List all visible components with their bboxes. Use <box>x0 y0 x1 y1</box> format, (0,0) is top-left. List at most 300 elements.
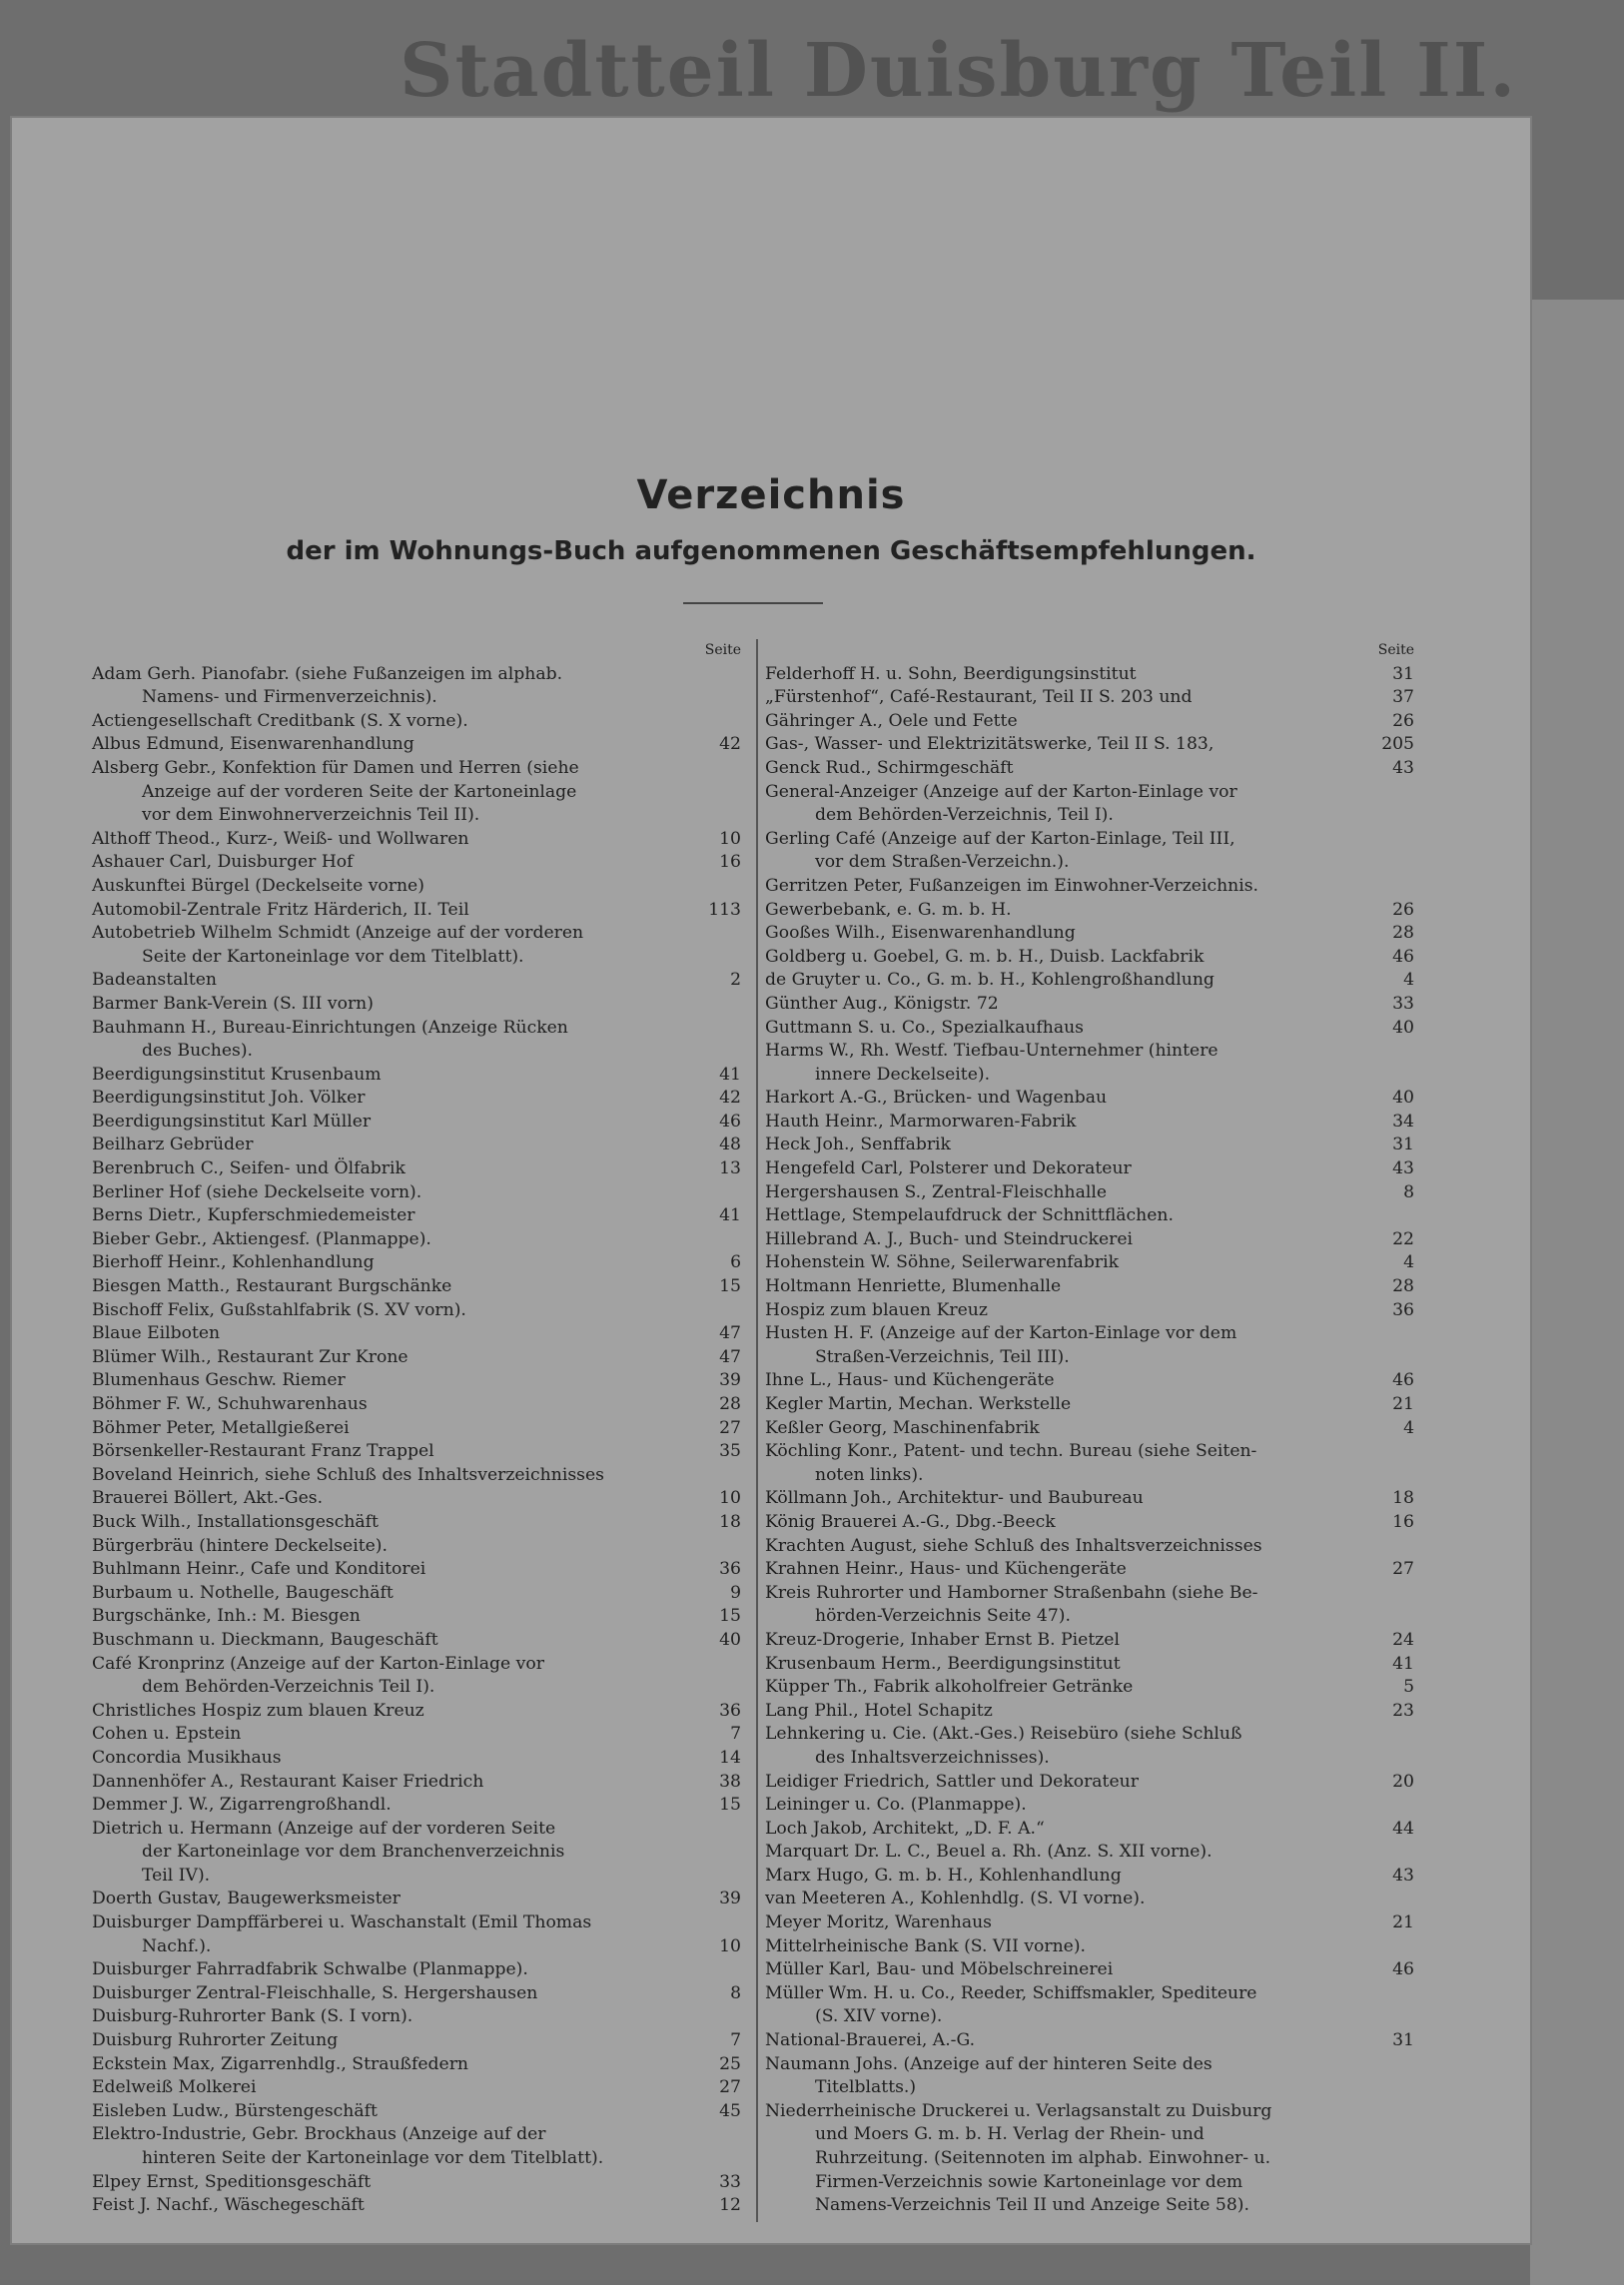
index-entry-continuation <box>765 2123 1414 2147</box>
entry-text: Hospiz zum blauen Kreuz <box>765 1299 988 1320</box>
index-entry <box>92 2005 741 2029</box>
index-entry-continuation <box>92 781 741 805</box>
entry-text: innere Deckelseite). <box>815 1064 991 1085</box>
entry-text: Bieber Gebr., Aktiengesf. (Planmappe). <box>92 1228 431 1249</box>
entry-page-number: 5 <box>1403 1677 1414 1698</box>
entry-page-number: 24 <box>1392 1629 1414 1650</box>
entry-page-number: 35 <box>719 1441 741 1462</box>
index-entry <box>765 1629 1414 1653</box>
entry-text: Burbaum u. Nothelle, Baugeschäft <box>92 1582 394 1603</box>
index-entry-continuation <box>92 804 741 828</box>
entry-page-number: 13 <box>719 1158 741 1179</box>
entry-page-number: 18 <box>1392 1488 1414 1509</box>
index-entry <box>92 899 741 923</box>
index-entry <box>92 1369 741 1393</box>
entry-text: noten links). <box>815 1464 924 1485</box>
entry-page-number: 2 <box>730 970 741 991</box>
index-entry <box>765 1958 1414 1982</box>
index-entry <box>92 1487 741 1511</box>
index-entry <box>92 851 741 875</box>
entry-page-number: 4 <box>1403 970 1414 991</box>
seite-header-left: Seite <box>704 642 741 658</box>
entry-text: Elpey Ernst, Speditionsgeschäft <box>92 2171 372 2192</box>
index-entry <box>765 781 1414 805</box>
entry-text: Börsenkeller-Restaurant Franz Trappel <box>92 1441 434 1462</box>
index-entry <box>765 1040 1414 1064</box>
index-entry <box>92 1464 741 1488</box>
index-entry-continuation <box>765 804 1414 828</box>
entry-text: hörden-Verzeichnis Seite 47). <box>815 1606 1071 1627</box>
index-entry-continuation <box>765 2171 1414 2195</box>
index-entry <box>92 1958 741 1982</box>
index-entry <box>92 1982 741 2006</box>
entry-text: Buck Wilh., Installationsgeschäft <box>92 1511 379 1532</box>
entry-page-number: 15 <box>719 1276 741 1297</box>
entry-text: Harkort A.-G., Brücken- und Wagenbau <box>765 1088 1108 1109</box>
entry-text: vor dem Straßen-Verzeichn.). <box>815 852 1070 873</box>
index-entry <box>765 1723 1414 1747</box>
entry-text: Gerritzen Peter, Fußanzeigen im Einwohner-Verzeichnis. <box>765 875 1259 896</box>
entry-page-number: 4 <box>1403 1417 1414 1438</box>
index-entry <box>92 969 741 993</box>
entry-text: Müller Karl, Bau- und Möbelschreinerei <box>765 1959 1114 1980</box>
entry-text: Nachf.). <box>142 1935 212 1956</box>
entry-page-number: 113 <box>708 899 741 920</box>
entry-text: der Kartoneinlage vor dem Branchenverzeichnis <box>142 1842 565 1863</box>
entry-page-number: 36 <box>719 1700 741 1721</box>
index-entry <box>765 1487 1414 1511</box>
entry-text: Burgschänke, Inh.: M. Biesgen <box>92 1606 361 1627</box>
index-entry <box>92 1017 741 1041</box>
entry-text: Duisburger Dampffärberei u. Waschanstalt (Emil Thomas <box>92 1912 592 1933</box>
entry-page-number: 26 <box>1392 710 1414 731</box>
entry-text: Hettlage, Stempelaufdruck der Schnittflächen. <box>765 1205 1174 1226</box>
entry-page-number: 41 <box>1392 1653 1414 1674</box>
index-entry <box>92 875 741 899</box>
index-entry <box>92 1911 741 1935</box>
index-entry <box>92 1111 741 1135</box>
entry-text: Demmer J. W., Zigarrengroßhandl. <box>92 1795 392 1816</box>
index-entry <box>765 1417 1414 1441</box>
entry-text: hinteren Seite der Kartoneinlage vor dem Titelblatt). <box>142 2148 604 2168</box>
index-entry <box>92 2100 741 2124</box>
index-entry <box>92 1275 741 1299</box>
entry-text: National-Brauerei, A.-G. <box>765 2030 976 2051</box>
index-entry <box>92 1346 741 1370</box>
entry-page-number: 43 <box>1392 757 1414 778</box>
entry-text: Eckstein Max, Zigarrenhdlg., Straußfedern <box>92 2053 468 2074</box>
index-entry-continuation <box>92 1865 741 1889</box>
entry-text: Guttmann S. u. Co., Spezialkaufhaus <box>765 1017 1084 1038</box>
entry-text: Beerdigungsinstitut Joh. Völker <box>92 1088 366 1109</box>
entry-page-number: 44 <box>1392 1818 1414 1839</box>
entry-text: dem Behörden-Verzeichnis, Teil I). <box>815 805 1114 826</box>
entry-text: Gas-, Wasser- und Elektrizitätswerke, Teil II S. 183, <box>765 734 1215 755</box>
entry-text: Concordia Musikhaus <box>92 1747 282 1768</box>
index-entry <box>765 1794 1414 1818</box>
entry-text: vor dem Einwohnerverzeichnis Teil II). <box>142 805 480 826</box>
entry-text: Gähringer A., Oele und Fette <box>765 710 1018 731</box>
entry-text: Brauerei Böllert, Akt.-Ges. <box>92 1488 324 1509</box>
entry-page-number: 47 <box>719 1323 741 1344</box>
index-entry <box>765 1228 1414 1252</box>
entry-page-number: 18 <box>719 1511 741 1532</box>
entry-text: Günther Aug., Königstr. 72 <box>765 993 999 1014</box>
entry-text: Blumenhaus Geschw. Riemer <box>92 1370 346 1391</box>
entry-text: Autobetrieb Wilhelm Schmidt (Anzeige auf der vorderen <box>92 923 584 944</box>
entry-page-number: 21 <box>1392 1912 1414 1933</box>
index-entry <box>92 1723 741 1747</box>
entry-text: Albus Edmund, Eisenwarenhandlung <box>92 734 414 755</box>
entry-text: Dietrich u. Hermann (Anzeige auf der vorderen Seite <box>92 1818 556 1839</box>
index-entry <box>765 1511 1414 1535</box>
entry-text: Marquart Dr. L. C., Beuel a. Rh. (Anz. S. XII vorne). <box>765 1842 1213 1863</box>
index-entry <box>92 1251 741 1275</box>
index-entry-continuation <box>92 946 741 970</box>
index-entry <box>92 757 741 781</box>
index-entry <box>765 1558 1414 1582</box>
entry-page-number: 16 <box>719 852 741 873</box>
entry-page-number: 40 <box>1392 1017 1414 1038</box>
entry-text: Boveland Heinrich, siehe Schluß des Inhaltsverzeichnisses <box>92 1464 604 1485</box>
index-entry <box>92 2194 741 2218</box>
entry-page-number: 7 <box>730 2030 741 2051</box>
index-entry <box>765 1157 1414 1181</box>
index-entry <box>765 1700 1414 1724</box>
entry-page-number: 7 <box>730 1724 741 1745</box>
entry-page-number: 46 <box>719 1111 741 1132</box>
entry-text: Felderhoff H. u. Sohn, Beerdigungsinstitut <box>765 663 1137 684</box>
entry-text: Böhmer F. W., Schuhwarenhaus <box>92 1394 368 1414</box>
entry-text: (S. XIV vorne). <box>815 2006 943 2027</box>
index-entry-continuation <box>765 1747 1414 1771</box>
entry-text: Marx Hugo, G. m. b. H., Kohlenhandlung <box>765 1865 1122 1886</box>
entry-text: Beerdigungsinstitut Karl Müller <box>92 1111 372 1132</box>
entry-page-number: 37 <box>1392 687 1414 708</box>
index-entry <box>765 1676 1414 1700</box>
entry-text: Feist J. Nachf., Wäschegeschäft <box>92 2195 365 2216</box>
entry-text: des Inhaltsverzeichnisses). <box>815 1747 1050 1768</box>
entry-page-number: 39 <box>719 1889 741 1909</box>
entry-page-number: 15 <box>719 1606 741 1627</box>
entry-text: Barmer Bank-Verein (S. III vorn) <box>92 993 374 1014</box>
entry-text: Eisleben Ludw., Bürstengeschäft <box>92 2100 378 2121</box>
entry-page-number: 10 <box>719 1488 741 1509</box>
entry-text: Edelweiß Molkerei <box>92 2077 257 2098</box>
entry-text: Bierhoff Heinr., Kohlenhandlung <box>92 1252 375 1273</box>
entry-text: Gerling Café (Anzeige auf der Karton-Einlage, Teil III, <box>765 828 1235 849</box>
document-page <box>12 118 1530 2243</box>
entry-text: Harms W., Rh. Westf. Tiefbau-Unternehmer (hintere <box>765 1041 1218 1062</box>
entry-text: König Brauerei A.-G., Dbg.-Beeck <box>765 1511 1056 1532</box>
entry-text: Lehnkering u. Cie. (Akt.-Ges.) Reisebüro (siehe Schluß <box>765 1724 1242 1745</box>
entry-text: Kegler Martin, Mechan. Werkstelle <box>765 1394 1072 1414</box>
entry-text: Lang Phil., Hotel Schapitz <box>765 1700 993 1721</box>
entry-text: Leidiger Friedrich, Sattler und Dekorateur <box>765 1771 1139 1792</box>
index-entry <box>765 1017 1414 1041</box>
entry-text: Hengefeld Carl, Polsterer und Dekorateur <box>765 1158 1132 1179</box>
entry-page-number: 43 <box>1392 1865 1414 1886</box>
entry-text: Kreuz-Drogerie, Inhaber Ernst B. Pietzel <box>765 1629 1120 1650</box>
entry-text: Duisburg-Ruhrorter Bank (S. I vorn). <box>92 2006 413 2027</box>
index-entry <box>765 733 1414 757</box>
index-entry-continuation <box>765 2147 1414 2171</box>
entry-text: Köchling Konr., Patent- und techn. Bureau (siehe Seiten- <box>765 1441 1257 1462</box>
entry-text: Naumann Johs. (Anzeige auf der hinteren Seite des <box>765 2053 1213 2074</box>
entry-text: Actiengesellschaft Creditbank (S. X vorne). <box>92 710 468 731</box>
entry-text: Keßler Georg, Maschinenfabrik <box>765 1417 1040 1438</box>
entry-text: Titelblatts.) <box>815 2077 917 2098</box>
entry-page-number: 10 <box>719 1935 741 1956</box>
entry-page-number: 27 <box>1392 1559 1414 1580</box>
entry-text: Krachten August, siehe Schluß des Inhaltsverzeichnisses <box>765 1535 1262 1556</box>
entry-page-number: 42 <box>719 1088 741 1109</box>
page-subtitle: der im Wohnungs-Buch aufgenommenen Geschäftsempfehlungen. <box>286 536 1256 566</box>
entry-text: Holtmann Henriette, Blumenhalle <box>765 1276 1062 1297</box>
entry-page-number: 46 <box>1392 946 1414 967</box>
entry-text: Automobil-Zentrale Fritz Härderich, II. Teil <box>92 899 469 920</box>
entry-text: Loch Jakob, Architekt, „D. F. A.“ <box>765 1818 1045 1839</box>
index-entry <box>92 1134 741 1157</box>
entry-page-number: 25 <box>719 2053 741 2074</box>
index-entry <box>765 2053 1414 2077</box>
entry-text: Kreis Ruhrorter und Hamborner Straßenbahn (siehe Be- <box>765 1582 1258 1603</box>
index-entry-continuation <box>765 1605 1414 1629</box>
entry-text: Goldberg u. Goebel, G. m. b. H., Duisb. Lackfabrik <box>765 946 1205 967</box>
index-entry <box>765 1535 1414 1559</box>
entry-text: Duisburger Fahrradfabrik Schwalbe (Planmappe). <box>92 1959 528 1980</box>
index-entry <box>765 828 1414 852</box>
entry-page-number: 40 <box>1392 1088 1414 1109</box>
entry-page-number: 38 <box>719 1771 741 1792</box>
entry-page-number: 27 <box>719 2077 741 2098</box>
entry-page-number: 4 <box>1403 1252 1414 1273</box>
index-entry-continuation <box>765 2005 1414 2029</box>
index-entry <box>92 1605 741 1629</box>
index-entry <box>92 1228 741 1252</box>
entry-page-number: 48 <box>719 1135 741 1155</box>
index-entry <box>92 733 741 757</box>
entry-text: Seite der Kartoneinlage vor dem Titelblatt). <box>142 946 524 967</box>
index-entry-continuation <box>92 1040 741 1064</box>
index-entry <box>92 1535 741 1559</box>
entry-text: Hauth Heinr., Marmorwaren-Fabrik <box>765 1111 1077 1132</box>
index-entry <box>765 1275 1414 1299</box>
index-entry-continuation <box>92 1841 741 1865</box>
index-entry <box>92 2171 741 2195</box>
entry-text: Ihne L., Haus- und Küchengeräte <box>765 1370 1055 1391</box>
index-entry <box>92 1511 741 1535</box>
index-entry <box>92 1794 741 1818</box>
index-entry <box>765 1841 1414 1865</box>
entry-text: dem Behörden-Verzeichnis Teil I). <box>142 1677 435 1698</box>
entry-page-number: 41 <box>719 1064 741 1085</box>
index-entry <box>765 710 1414 734</box>
index-entry <box>92 922 741 946</box>
entry-page-number: 45 <box>719 2100 741 2121</box>
entry-text: Christliches Hospiz zum blauen Kreuz <box>92 1700 424 1721</box>
entry-text: Bürgerbräu (hintere Deckelseite). <box>92 1535 388 1556</box>
entry-text: Leininger u. Co. (Planmappe). <box>765 1795 1027 1816</box>
entry-text: Böhmer Peter, Metallgießerei <box>92 1417 350 1438</box>
entry-page-number: 47 <box>719 1346 741 1367</box>
index-entry-continuation <box>92 686 741 710</box>
entry-text: Straßen-Verzeichnis, Teil III). <box>815 1346 1070 1367</box>
index-entry <box>92 1700 741 1724</box>
entry-text: Gewerbebank, e. G. m. b. H. <box>765 899 1012 920</box>
entry-page-number: 16 <box>1392 1511 1414 1532</box>
entry-page-number: 34 <box>1392 1111 1414 1132</box>
entry-page-number: 36 <box>1392 1299 1414 1320</box>
entry-text: Krahnen Heinr., Haus- und Küchengeräte <box>765 1559 1127 1580</box>
index-entry <box>765 993 1414 1017</box>
entry-text: Blaue Eilboten <box>92 1323 221 1344</box>
index-entry <box>765 1935 1414 1959</box>
index-entry <box>92 1299 741 1323</box>
index-entry-continuation <box>765 2194 1414 2218</box>
entry-text: Namens-Verzeichnis Teil II und Anzeige Seite 58). <box>815 2195 1249 2216</box>
index-entry <box>92 1629 741 1653</box>
entry-text: Doerth Gustav, Baugewerksmeister <box>92 1889 401 1909</box>
entry-text: Buschmann u. Dieckmann, Baugeschäft <box>92 1629 438 1650</box>
entry-text: Anzeige auf der vorderen Seite der Kartoneinlage <box>142 781 577 802</box>
index-entry <box>765 1911 1414 1935</box>
index-entry-continuation <box>92 1935 741 1959</box>
entry-text: Hillebrand A. J., Buch- und Steindruckerei <box>765 1228 1134 1249</box>
entry-page-number: 10 <box>719 828 741 849</box>
page-title: Verzeichnis <box>636 472 906 518</box>
entry-text: Alsberg Gebr., Konfektion für Damen und Herren (siehe <box>92 757 579 778</box>
index-entry <box>765 1134 1414 1157</box>
entry-page-number: 28 <box>719 1394 741 1414</box>
entry-text: Berns Dietr., Kupferschmiedemeister <box>92 1205 415 1226</box>
index-entry <box>92 1204 741 1228</box>
entry-text: Auskunftei Bürgel (Deckelseite vorne) <box>92 875 424 896</box>
entry-text: und Moers G. m. b. H. Verlag der Rhein- und <box>815 2124 1205 2145</box>
index-entry <box>92 1440 741 1464</box>
index-entry <box>765 2100 1414 2124</box>
entry-text: Genck Rud., Schirmgeschäft <box>765 757 1014 778</box>
entry-text: General-Anzeiger (Anzeige auf der Karton-Einlage vor <box>765 781 1237 802</box>
entry-text: Teil IV). <box>142 1865 211 1886</box>
index-entry <box>765 899 1414 923</box>
index-entry-continuation <box>765 2076 1414 2100</box>
index-entry <box>92 2029 741 2053</box>
entry-page-number: 26 <box>1392 899 1414 920</box>
index-entry-continuation <box>765 851 1414 875</box>
entry-page-number: 22 <box>1392 1228 1414 1249</box>
index-entry <box>765 1251 1414 1275</box>
entry-page-number: 8 <box>730 1982 741 2003</box>
entry-page-number: 40 <box>719 1629 741 1650</box>
entry-text: Berenbruch C., Seifen- und Ölfabrik <box>92 1158 406 1179</box>
index-entry <box>765 875 1414 899</box>
index-entry <box>765 1181 1414 1205</box>
entry-text: Biesgen Matth., Restaurant Burgschänke <box>92 1276 452 1297</box>
entry-text: Gooßes Wilh., Eisenwarenhandlung <box>765 923 1076 944</box>
right-column <box>765 639 1414 2218</box>
entry-page-number: 20 <box>1392 1771 1414 1792</box>
entry-text: Husten H. F. (Anzeige auf der Karton-Einlage vor dem <box>765 1323 1237 1344</box>
entry-page-number: 33 <box>1392 993 1414 1014</box>
entry-text: Cohen u. Epstein <box>92 1724 242 1745</box>
column-separator <box>756 639 758 2222</box>
index-entry <box>765 1322 1414 1346</box>
entry-text: van Meeteren A., Kohlenhdlg. (S. VI vorne). <box>765 1889 1146 1909</box>
entry-text: Café Kronprinz (Anzeige auf der Karton-Einlage vor <box>92 1653 544 1674</box>
entry-text: Dannenhöfer A., Restaurant Kaiser Friedrich <box>92 1771 484 1792</box>
entry-text: Meyer Moritz, Warenhaus <box>765 1912 992 1933</box>
index-entry <box>92 1087 741 1111</box>
index-entry <box>765 2029 1414 2053</box>
entry-text: Bischoff Felix, Gußstahlfabrik (S. XV vorn). <box>92 1299 466 1320</box>
index-entry <box>92 993 741 1017</box>
entry-text: des Buches). <box>142 1041 254 1062</box>
entry-page-number: 9 <box>730 1582 741 1603</box>
index-entry <box>765 1865 1414 1889</box>
adjacent-page-strip <box>1530 300 1624 2285</box>
index-entry <box>92 663 741 687</box>
index-entry <box>92 1558 741 1582</box>
index-entry <box>765 1204 1414 1228</box>
index-entry <box>765 663 1414 687</box>
entry-page-number: 46 <box>1392 1959 1414 1980</box>
index-entry-continuation <box>765 1064 1414 1088</box>
entry-text: Ruhrzeitung. (Seitennoten im alphab. Einwohner- u. <box>815 2148 1271 2168</box>
entry-text: Niederrheinische Druckerei u. Verlagsanstalt zu Duisburg <box>765 2100 1272 2121</box>
entry-text: de Gruyter u. Co., G. m. b. H., Kohlengroßhandlung <box>765 970 1215 991</box>
entry-text: Köllmann Joh., Architektur- und Baubureau <box>765 1488 1144 1509</box>
index-entry <box>92 2053 741 2077</box>
index-entry <box>92 1771 741 1795</box>
entry-page-number: 28 <box>1392 923 1414 944</box>
bleed-through-title: Stadtteil Duisburg Teil II. <box>400 28 1518 114</box>
entry-text: Buhlmann Heinr., Cafe und Konditorei <box>92 1559 426 1580</box>
entry-text: Adam Gerh. Pianofabr. (siehe Fußanzeigen im alphab. <box>92 663 563 684</box>
entry-text: Elektro-Industrie, Gebr. Brockhaus (Anzeige auf der <box>92 2124 546 2145</box>
entry-page-number: 31 <box>1392 2030 1414 2051</box>
index-entry <box>765 1982 1414 2006</box>
entry-page-number: 205 <box>1381 734 1414 755</box>
entry-page-number: 42 <box>719 734 741 755</box>
entry-text: Althoff Theod., Kurz-, Weiß- und Wollwaren <box>92 828 469 849</box>
entry-page-number: 23 <box>1392 1700 1414 1721</box>
entry-page-number: 27 <box>719 1417 741 1438</box>
index-entry <box>92 1064 741 1088</box>
entry-page-number: 6 <box>730 1252 741 1273</box>
index-entry <box>765 1369 1414 1393</box>
entry-text: Beerdigungsinstitut Krusenbaum <box>92 1064 382 1085</box>
index-entry <box>92 1417 741 1441</box>
index-entry <box>765 1393 1414 1417</box>
entry-page-number: 31 <box>1392 663 1414 684</box>
entry-page-number: 43 <box>1392 1158 1414 1179</box>
entry-text: Duisburger Zentral-Fleischhalle, S. Hergershausen <box>92 1982 538 2003</box>
entry-text: Badeanstalten <box>92 970 217 991</box>
entry-text: Mittelrheinische Bank (S. VII vorne). <box>765 1935 1087 1956</box>
entry-page-number: 14 <box>719 1747 741 1768</box>
index-entry <box>92 710 741 734</box>
entry-text: Küpper Th., Fabrik alkoholfreier Getränke <box>765 1677 1134 1698</box>
index-entry <box>765 969 1414 993</box>
title-rule <box>683 602 823 604</box>
entry-text: „Fürstenhof“, Café-Restaurant, Teil II S. 203 und <box>765 687 1193 708</box>
index-entry-continuation <box>92 2147 741 2171</box>
entry-page-number: 15 <box>719 1795 741 1816</box>
index-entry <box>92 1393 741 1417</box>
index-entry <box>92 1888 741 1911</box>
entry-page-number: 8 <box>1403 1181 1414 1202</box>
